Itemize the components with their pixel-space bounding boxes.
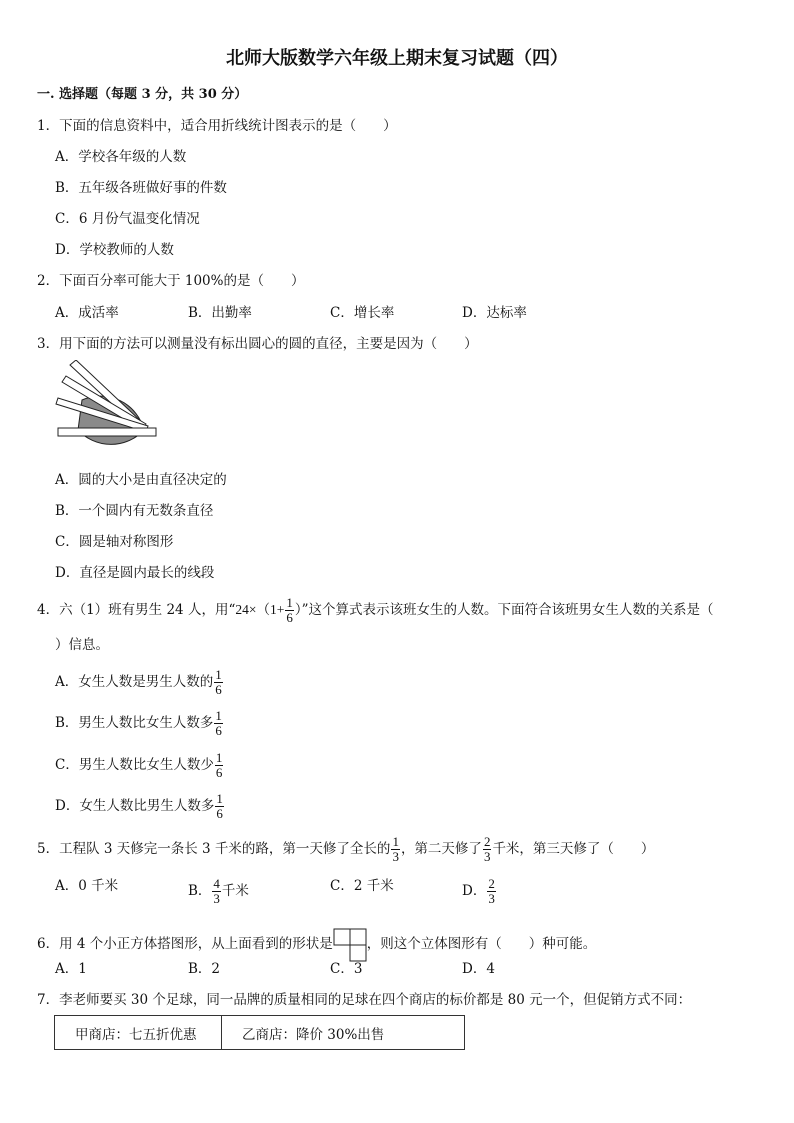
q3-option-c: C．圆是轴对称图形 — [55, 534, 174, 550]
q5-fraction-2 — [483, 835, 492, 864]
question-1-stem: 1．下面的信息资料中，适合用折线统计图表示的是（ ） — [37, 118, 397, 134]
q5-fraction-1 — [391, 835, 400, 864]
q5-option-a: A．0 千米 — [55, 878, 119, 894]
fraction-numerator: 2 — [483, 834, 491, 849]
question-2-stem: 2．下面百分率可能大于 100%的是（ ） — [37, 273, 305, 289]
table-row — [55, 1016, 465, 1050]
q4-option-b-fraction — [214, 709, 223, 738]
question-6-stem — [37, 927, 596, 962]
q4-option-a-text: A．女生人数是男生人数的 — [55, 674, 214, 690]
q2-option-d: D．达标率 — [462, 305, 527, 321]
q5-option-b-unit: 千米 — [221, 883, 249, 899]
q4-option-c-text: C．男生人数比女生人数少 — [55, 757, 214, 773]
fraction-denominator: 6 — [286, 610, 293, 625]
q4-stem-after: ”这个算式表示该班女生的人数。下面符合该班男女生人数的关系是（ — [301, 602, 714, 618]
fraction-denominator: 3 — [392, 849, 399, 864]
q2-option-c: C．增长率 — [330, 305, 395, 321]
q6-part1: 6．用 4 个小正方体搭图形，从上面看到的形状是 — [37, 936, 333, 952]
shop-jia-cell: 甲商店：七五折优惠 — [55, 1016, 222, 1050]
q3-option-b: B．一个圆内有无数条直径 — [55, 503, 214, 519]
q4-expression-start: 24×（1+ — [235, 602, 285, 617]
fraction-numerator: 1 — [286, 595, 293, 610]
fraction-numerator: 2 — [488, 876, 495, 891]
q1-option-c: C．6 月份气温变化情况 — [55, 211, 200, 227]
fraction-denominator: 3 — [213, 891, 220, 906]
q6-part2: ，则这个立体图形有（ ）种可能。 — [366, 936, 597, 952]
q5-option-d — [462, 877, 497, 906]
q4-option-a-fraction — [214, 668, 223, 697]
q4-option-c — [55, 751, 224, 780]
q5-option-d-fraction — [487, 877, 496, 906]
q5-part1: 5．工程队 3 天修完一条长 3 千米的路，第一天修了全长的 — [37, 841, 391, 857]
q6-option-c: C．3 — [330, 961, 363, 977]
question-5-stem — [37, 835, 654, 864]
page-title: 北师大版数学六年级上期末复习试题（四） — [226, 48, 568, 69]
section-heading: 一. 选择题（每题 3 分，共 30 分） — [37, 87, 248, 102]
fraction-numerator: 4 — [213, 876, 220, 891]
question-3-stem: 3．用下面的方法可以测量没有标出圆心的圆的直径，主要是因为（ ） — [37, 336, 478, 352]
q3-option-a: A．圆的大小是由直径决定的 — [55, 472, 227, 488]
fraction-numerator: 1 — [215, 708, 222, 723]
question-7-stem: 7．李老师要买 30 个足球，同一品牌的质量相同的足球在四个商店的标价都是 80 元一个，但促销方式不同： — [37, 992, 692, 1008]
fraction-denominator: 6 — [216, 806, 223, 821]
q1-option-d: D．学校教师的人数 — [55, 242, 174, 258]
q4-option-d-text: D．女生人数比男生人数多 — [55, 798, 215, 814]
q1-option-a: A．学校各年级的人数 — [55, 149, 187, 165]
q5-option-d-prefix: D． — [462, 883, 487, 899]
shop-promotions-table — [54, 1015, 465, 1050]
fraction-numerator: 1 — [215, 750, 223, 765]
fraction-numerator: 1 — [216, 791, 223, 806]
ruler-base — [58, 428, 156, 436]
question-4-stem-line2: ）信息。 — [55, 637, 109, 653]
q4-option-d-fraction — [215, 792, 224, 821]
q6-option-b: B．2 — [188, 961, 221, 977]
q6-option-d: D．4 — [462, 961, 495, 977]
fraction-denominator: 6 — [215, 682, 222, 697]
q5-option-b-fraction — [212, 877, 221, 906]
q5-part2: ，第二天修了 — [400, 841, 482, 857]
q4-option-c-fraction — [215, 751, 224, 780]
q5-option-b — [188, 877, 249, 906]
q4-option-b-text: B．男生人数比女生人数多 — [55, 715, 214, 731]
fraction-denominator: 3 — [483, 849, 491, 864]
q3-option-d: D．直径是圆内最长的线段 — [55, 565, 215, 581]
q4-option-d — [55, 792, 225, 821]
q5-part3: 千米，第三天修了（ ） — [492, 841, 655, 857]
q4-expression-fraction — [285, 596, 294, 625]
q2-option-b: B．出勤率 — [188, 305, 252, 321]
q4-expression-end: ） — [294, 602, 302, 618]
q2-option-a: A．成活率 — [55, 305, 119, 321]
fraction-numerator: 1 — [392, 834, 399, 849]
fraction-denominator: 6 — [215, 765, 223, 780]
q5-option-b-prefix: B． — [188, 883, 212, 899]
q4-stem-before: 4．六（1）班有男生 24 人，用“ — [37, 602, 236, 618]
fraction-denominator: 3 — [488, 891, 495, 906]
shop-yi-cell: 乙商店：降价 30%出售 — [222, 1016, 465, 1050]
fraction-denominator: 6 — [215, 723, 222, 738]
q1-option-b: B．五年级各班做好事的件数 — [55, 180, 227, 196]
top-view-shape-icon — [333, 928, 367, 962]
question-4-stem — [37, 596, 713, 625]
circle-diameter-figure — [52, 360, 162, 462]
fraction-numerator: 1 — [215, 667, 222, 682]
q4-option-b — [55, 709, 224, 738]
q4-option-a — [55, 668, 224, 697]
q5-option-c: C．2 千米 — [330, 878, 394, 894]
q6-option-a: A．1 — [55, 961, 87, 977]
